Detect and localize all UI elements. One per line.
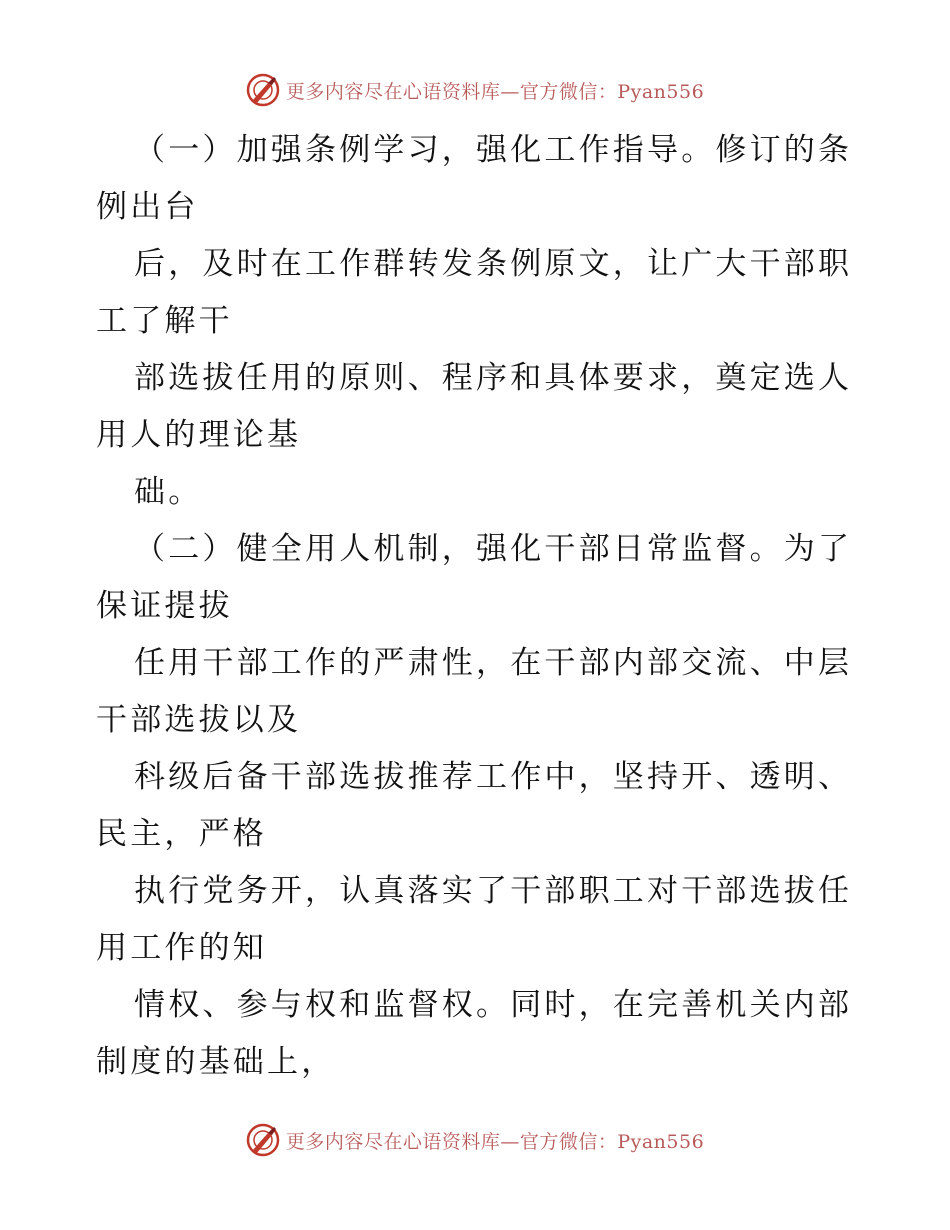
text-line: 情权、参与权和监督权。同时，在完善机关内部: [134, 987, 853, 1023]
text-line: 执行党务开，认真落实了干部职工对干部选拔任: [134, 873, 853, 909]
footer-banner-text: 更多内容尽在心语资料库—官方微信：Pyan556: [285, 1130, 705, 1153]
text-line: 工了解干: [96, 303, 233, 339]
text-line: 保证提拔: [96, 588, 233, 624]
text-line: 制度的基础上，: [96, 1044, 336, 1080]
pen-logo-icon: [246, 73, 280, 107]
header-banner: [0, 70, 950, 110]
pen-logo-icon: [246, 1123, 280, 1157]
text-line: 部选拔任用的原则、程序和具体要求，奠定选人: [134, 360, 853, 396]
text-line: 例出台: [96, 189, 199, 225]
text-line: 干部选拔以及: [96, 702, 302, 738]
text-line: （一）加强条例学习，强化工作指导。修订的条: [134, 132, 853, 168]
body-text: [96, 122, 866, 1091]
text-line: 任用干部工作的严肃性，在干部内部交流、中层: [134, 645, 853, 681]
text-line: 民主，严格: [96, 816, 267, 852]
text-line: 后，及时在工作群转发条例原文，让广大干部职: [134, 246, 853, 282]
text-line: （二）健全用人机制，强化干部日常监督。为了: [134, 531, 853, 567]
text-line: 用人的理论基: [96, 417, 302, 453]
text-line: 科级后备干部选拔推荐工作中，坚持开、透明、: [134, 759, 853, 795]
header-banner-text: 更多内容尽在心语资料库—官方微信：Pyan556: [285, 80, 705, 103]
text-line: 础。: [134, 474, 203, 510]
text-line: 用工作的知: [96, 930, 267, 966]
footer-banner: [0, 1120, 950, 1160]
